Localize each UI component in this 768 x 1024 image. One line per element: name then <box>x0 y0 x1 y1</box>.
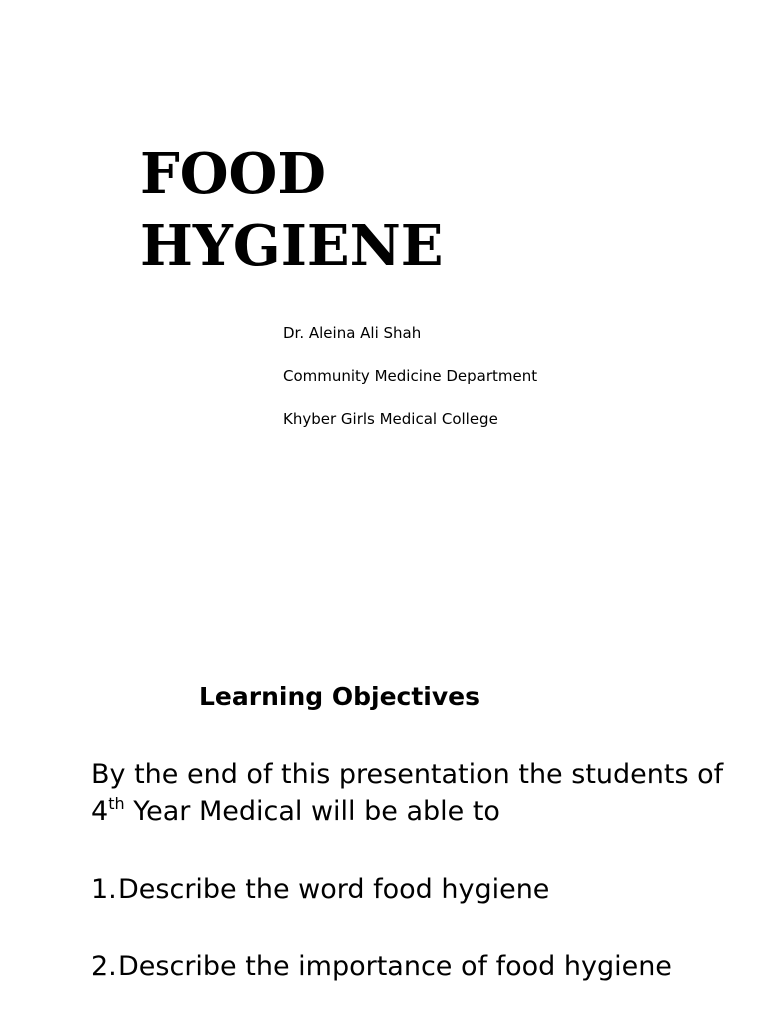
objective-text: Describe the word food hygiene <box>118 874 550 905</box>
intro-line-1: By the end of this presentation the students of <box>91 759 724 790</box>
year-ordinal-suffix: th <box>108 794 125 813</box>
intro-line-2 <box>91 793 751 830</box>
year-number: 4 <box>91 796 109 827</box>
document-title <box>140 138 443 282</box>
title-line-2: HYGIENE <box>140 213 444 279</box>
intro-line-2-text: Year Medical will be able to <box>124 796 500 827</box>
author-name: Dr. Aleina Ali Shah <box>283 324 422 342</box>
author-department: Community Medicine Department <box>283 367 538 385</box>
objective-number: 1. <box>91 874 117 905</box>
objective-item <box>91 871 549 908</box>
title-line-1: FOOD <box>140 141 326 207</box>
author-block <box>283 322 537 451</box>
objectives-intro <box>91 756 751 830</box>
objective-text: Describe the importance of food hygiene <box>118 951 672 982</box>
objective-item <box>91 948 672 985</box>
objectives-heading: Learning Objectives <box>199 682 480 711</box>
objective-number: 2. <box>91 951 117 982</box>
author-institution: Khyber Girls Medical College <box>283 410 498 428</box>
